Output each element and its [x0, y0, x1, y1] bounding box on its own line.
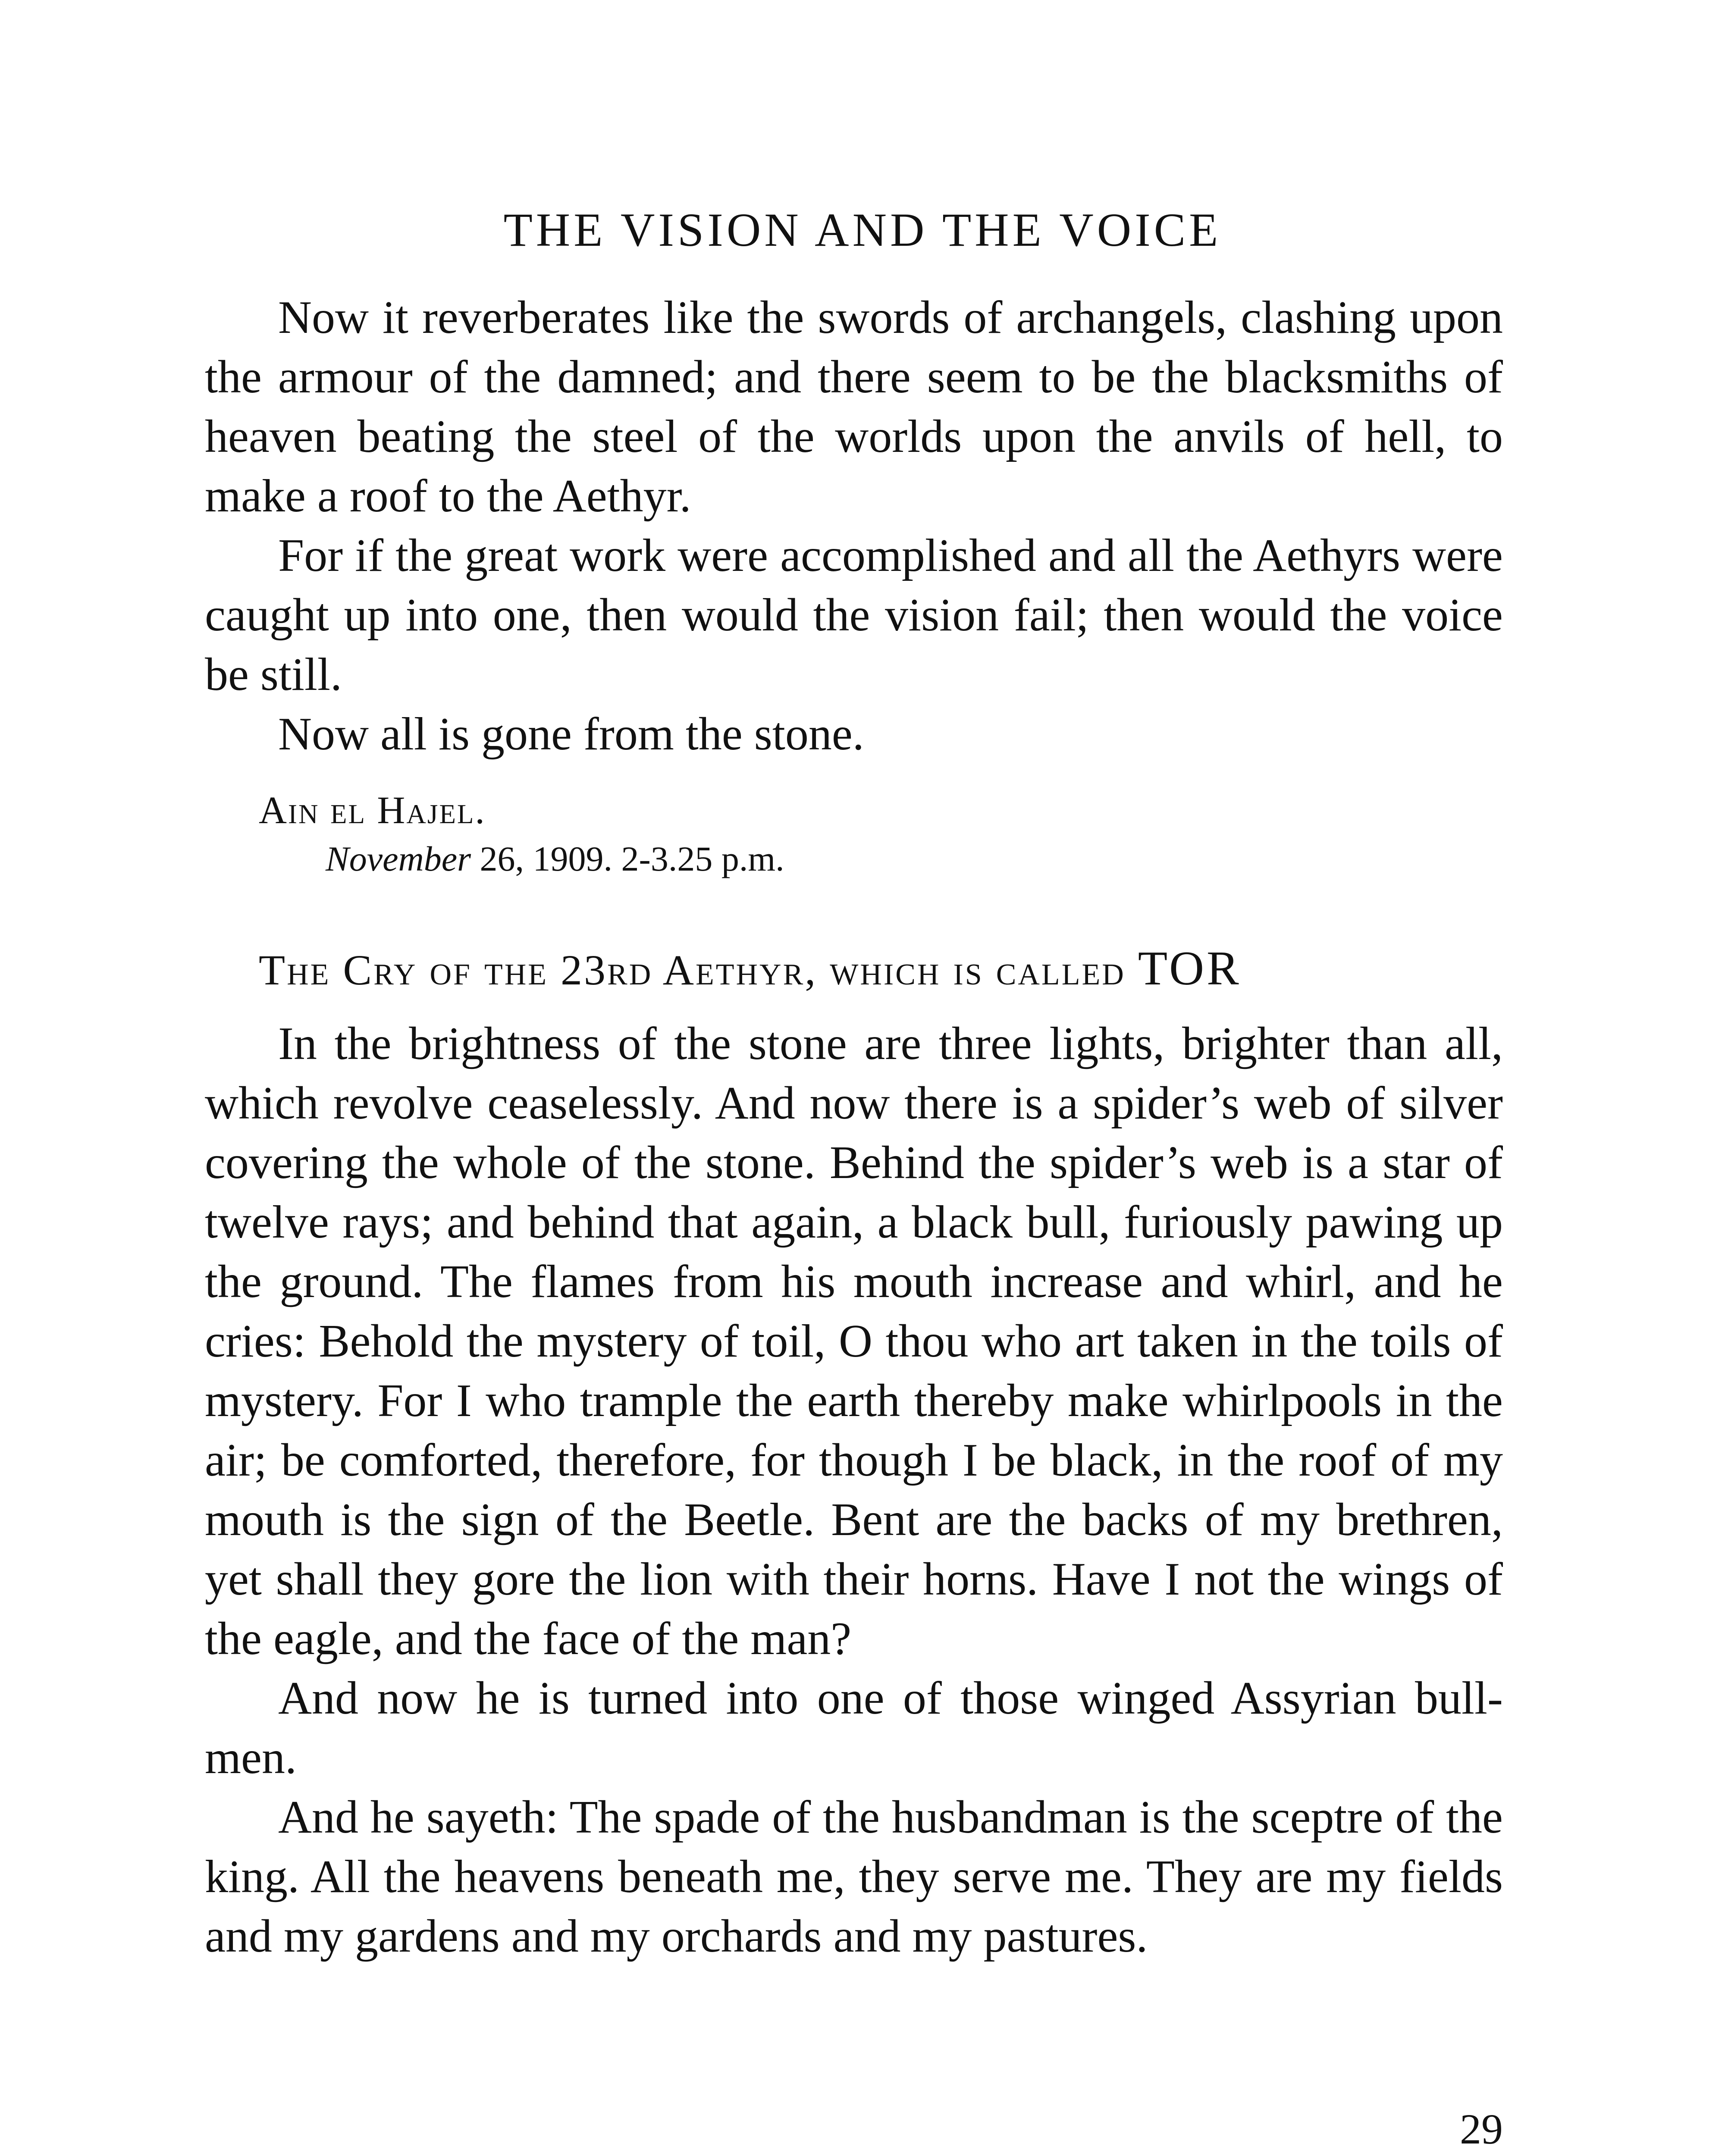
section-heading	[259, 942, 1509, 995]
paragraph: Now all is gone from the stone.	[278, 708, 864, 760]
paragraph: For if the great work were accomplished and all the Aethyrs were caught up into one, then would the vision fail; then would the voice be still.	[205, 530, 1503, 700]
paragraph: In the brightness of the stone are three lights, brighter than all, which revolve ceaselessly. And now there is a spider’s web of silver covering the whole of the stone. Behind the spider’s web is a star of twelve rays; and behind that again, a black bull, furiously pawing up the ground. The flames from his mouth increase and whirl, and he cries: Behold the mystery of toil, O thou who art taken in the toils of mystery. For I who trample the earth thereby make whirlpools in the air; be comforted, therefore, for though I be black, in the roof of my mouth is the sign of the Beetle. Bent are the backs of my brethren, yet shall they gore the lion with their horns. Have I not the wings of the eagle, and the face of the man?	[205, 1018, 1503, 1664]
signoff-place: Ain el Hajel.	[259, 789, 486, 832]
signoff-date	[326, 835, 784, 883]
paragraph: And he sayeth: The spade of the husbandman is the sceptre of the king. All the heavens beneath me, they serve me. They are my fields and my gardens and my orchards and my pastures.	[205, 1792, 1503, 1962]
aethyr-name: TOR	[1138, 942, 1242, 995]
text-block-top	[205, 288, 1503, 764]
page-number: 29	[1460, 2105, 1503, 2153]
section-heading-text: The Cry of the 23rd Aethyr, which is called	[259, 946, 1126, 994]
signoff-date-rest: 26, 1909. 2-3.25 p.m.	[480, 839, 784, 878]
text-block-bottom	[205, 1014, 1503, 1966]
signoff	[259, 787, 784, 883]
paragraph: Now it reverberates like the swords of archangels, clashing upon the armour of the damned; and there seem to be the blacksmiths of heaven beating the steel of the worlds upon the anvils of hell, to make a roof to the Aethyr.	[205, 292, 1503, 522]
running-head: THE VISION AND THE VOICE	[503, 204, 1222, 256]
signoff-date-month: November	[326, 839, 471, 878]
paragraph: And now he is turned into one of those winged Assyrian bull-men.	[205, 1673, 1503, 1783]
